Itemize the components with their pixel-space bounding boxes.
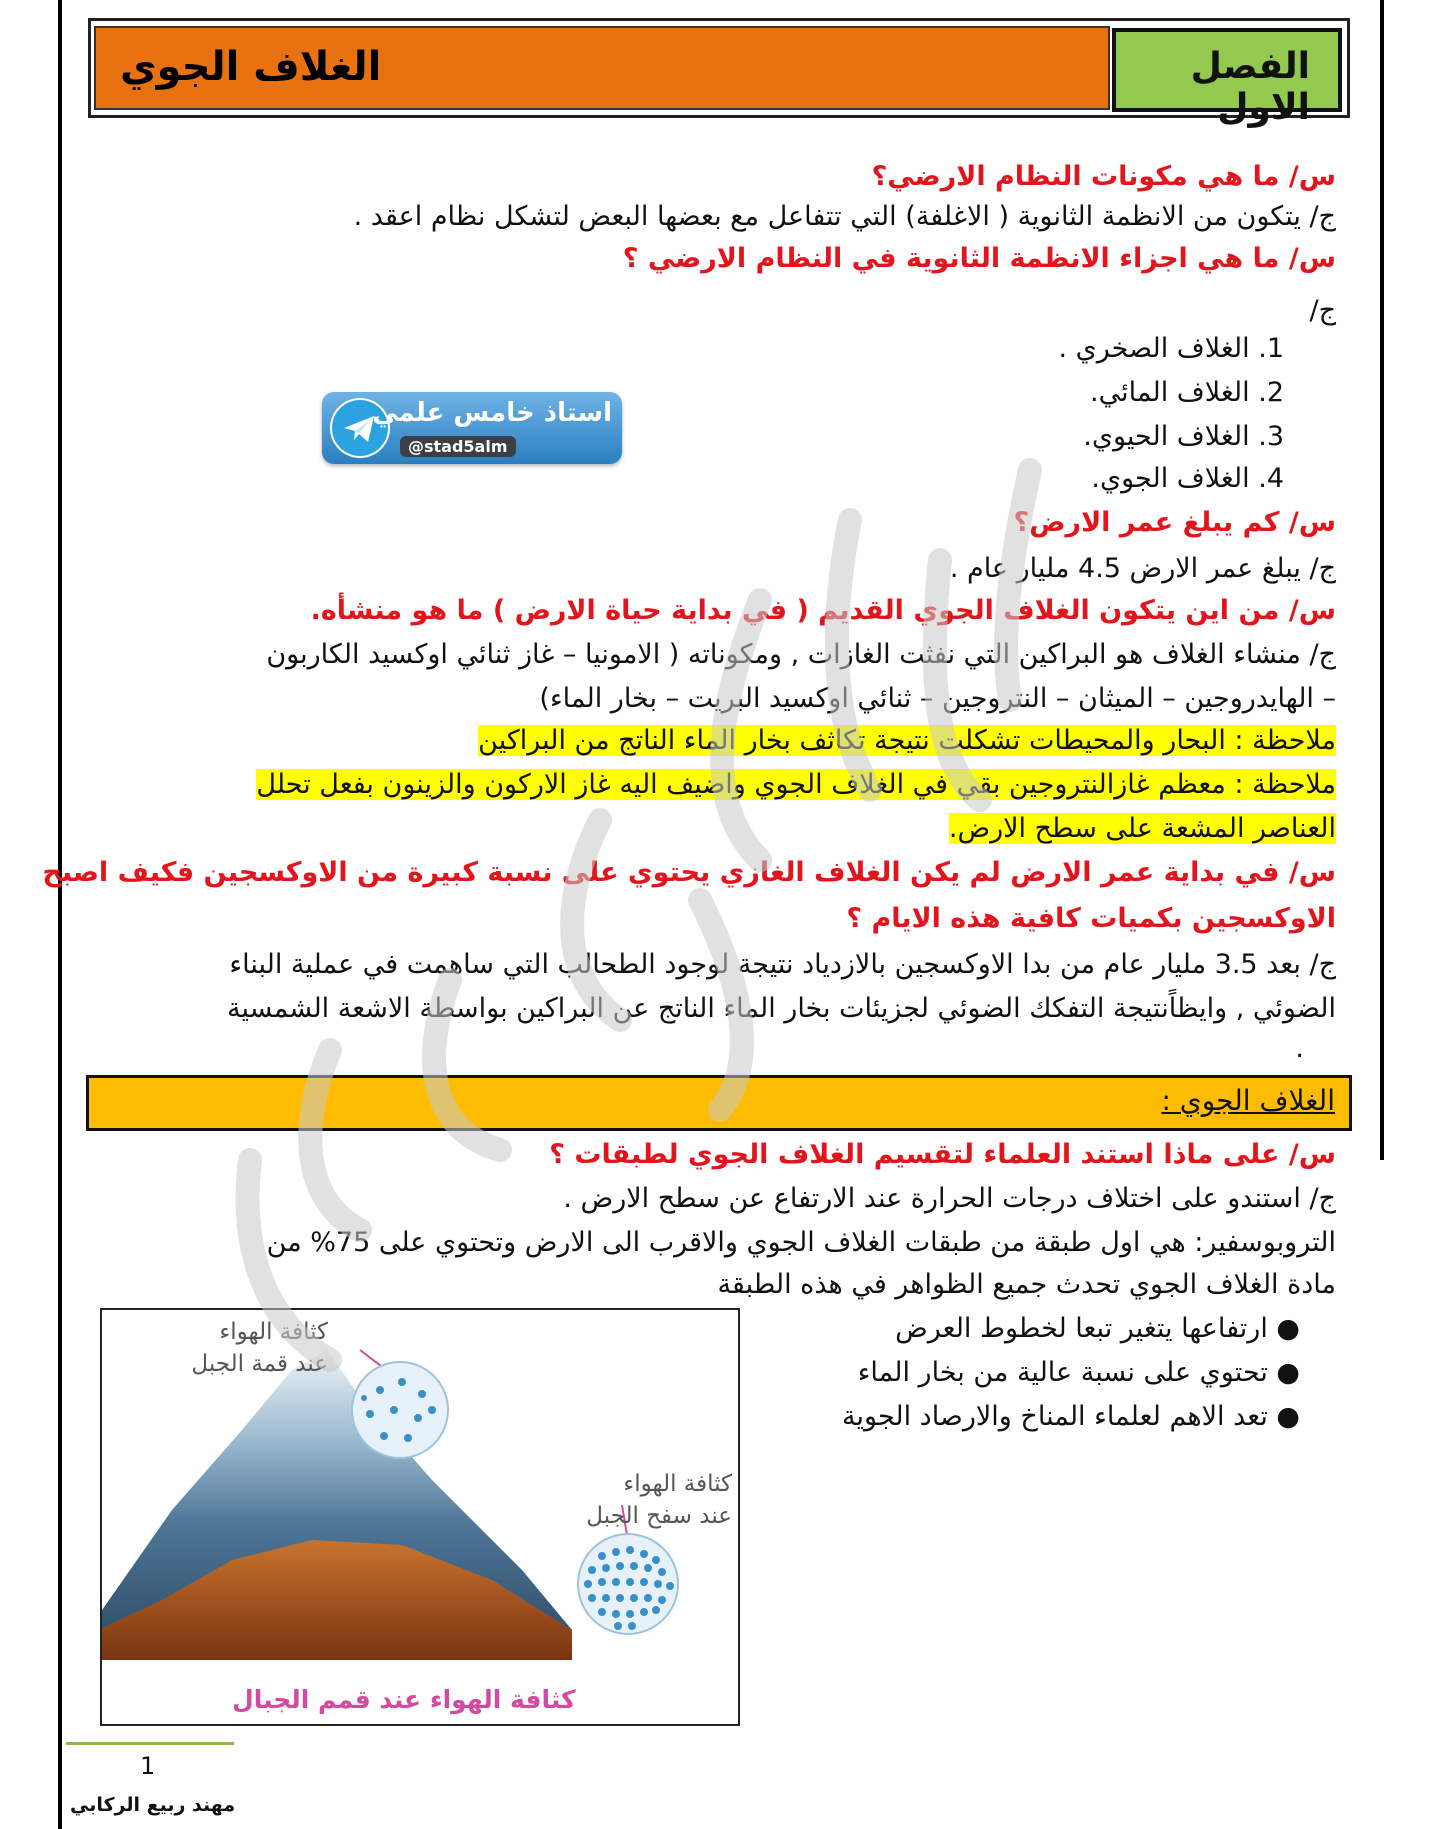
note-2-line-2 <box>949 810 1336 848</box>
section-heading: الغلاف الجوي : <box>1161 1084 1335 1117</box>
list-item: 2. الغلاف المائي. <box>1090 377 1284 408</box>
figure-label-top-line-1: كثافة الهواء <box>219 1319 328 1345</box>
question-2: س/ ما هي اجزاء الانظمة الثانوية في النظام الارضي ؟ <box>622 243 1336 274</box>
page-title: الغلاف الجوي <box>120 44 382 90</box>
note-1 <box>478 722 1336 760</box>
question-6: س/ على ماذا استند العلماء لتقسيم الغلاف الجوي لطبقات ؟ <box>549 1139 1336 1170</box>
page-number: 1 <box>140 1752 156 1780</box>
figure-caption: كثافة الهواء عند قمم الجبال <box>232 1685 576 1714</box>
question-5-line-1: س/ في بداية عمر الارض لم يكن الغلاف الغازي يحتوي على نسبة كبيرة من الاوكسجين فكيف اصبح <box>42 857 1336 888</box>
figure-label-bottom-line-1: كثافة الهواء <box>623 1471 732 1497</box>
badge-name: استاذ خامس علمي <box>372 398 612 428</box>
note-2-highlight: ملاحظة : معظم غازالنتروجين بقي في الغلاف الجوي واضيف اليه غاز الاركون والزينون بفعل تحلل <box>256 769 1336 800</box>
note-1-highlight: ملاحظة : البحار والمحيطات تشكلت نتيجة تكاثف بخار الماء الناتج من البراكين <box>478 725 1336 756</box>
badge-handle: @stad5alm <box>400 436 516 457</box>
figure-label-bottom-line-2: عند سفح الجبل <box>586 1503 732 1529</box>
answer-5-line-1: ج/ بعد 3.5 مليار عام من بدا الاوكسجين بالازدياد نتيجة لوجود الطحالب التي ساهمت في عملية البناء <box>229 949 1336 980</box>
question-3: س/ كم يبلغ عمر الارض؟ <box>1013 507 1336 538</box>
air-density-figure <box>100 1308 740 1726</box>
bullet-item: ● تحتوي على نسبة عالية من بخار الماء <box>857 1357 1300 1388</box>
question-4: س/ من اين يتكون الغلاف الجوي القديم ( في بداية حياة الارض ) ما هو منشأه. <box>310 595 1336 626</box>
answer-5-line-2: الضوئي , وايظاًنتيجة التفكك الضوئي لجزيئات بخار الماء الناتج عن البراكين بواسطة الاشعة الشمسية <box>227 993 1336 1024</box>
list-item: 3. الغلاف الحيوي. <box>1083 421 1284 452</box>
chapter-label: الفصل الاول <box>1190 46 1310 128</box>
bullet-item: ● ارتفاعها يتغير تبعا لخطوط العرض <box>895 1313 1300 1344</box>
answer-1: ج/ يتكون من الانظمة الثانوية ( الاغلفة) التي تتفاعل مع بعضها البعض لتشكل نظام اعقد . <box>353 201 1336 232</box>
answer-2-prefix: ج/ <box>1309 295 1336 326</box>
answer-3: ج/ يبلغ عمر الارض 4.5 مليار عام . <box>949 553 1336 584</box>
left-page-border <box>58 0 62 1829</box>
figure-label-bottom <box>542 1468 732 1532</box>
section-heading-bar <box>86 1075 1352 1131</box>
bullet-text: تعد الاهم لعلماء المناخ والارصاد الجوية <box>842 1401 1268 1432</box>
troposphere-line-1: التروبوسفير: هي اول طبقة من طبقات الغلاف الجوي والاقرب الى الارض وتحتوي على 75% من <box>266 1227 1336 1258</box>
answer-4-line-2: – الهايدروجين – الميثان – النتروجين – ثنائي اوكسيد البريت – بخار الماء) <box>539 683 1336 714</box>
answer-4-line-1: ج/ منشاء الغلاف هو البراكين التي نفثت الغازات , ومكوناته ( الامونيا – غاز ثنائي اوكسيد الكاربون <box>266 639 1336 670</box>
list-item: 1. الغلاف الصخري . <box>1058 333 1284 364</box>
question-1: س/ ما هي مكونات النظام الارضي؟ <box>871 161 1336 192</box>
answer-5-line-3: . <box>1295 1033 1304 1064</box>
note-2-line-1 <box>256 766 1336 804</box>
bullet-item: ● تعد الاهم لعلماء المناخ والارصاد الجوية <box>842 1401 1300 1432</box>
dense-air-circle <box>578 1534 678 1634</box>
bullet-text: ارتفاعها يتغير تبعا لخطوط العرض <box>895 1313 1268 1344</box>
telegram-badge <box>322 392 622 464</box>
figure-label-top <box>188 1316 328 1380</box>
troposphere-line-2: مادة الغلاف الجوي تحدث جميع الظواهر في هذه الطبقة <box>717 1269 1336 1300</box>
answer-6: ج/ استندو على اختلاف درجات الحرارة عند الارتفاع عن سطح الارض . <box>563 1183 1336 1214</box>
chapter-box <box>1112 28 1342 128</box>
right-page-border <box>1380 0 1384 1160</box>
list-item: 4. الغلاف الجوي. <box>1091 463 1284 494</box>
author-name: مهند ربيع الركابي <box>70 1794 236 1816</box>
note-2-highlight-2: العناصر المشعة على سطح الارض. <box>948 813 1336 844</box>
sparse-air-circle <box>352 1362 448 1458</box>
bullet-text: تحتوي على نسبة عالية من بخار الماء <box>857 1357 1268 1388</box>
figure-label-top-line-2: عند قمة الجبل <box>191 1351 328 1377</box>
question-5-line-2: الاوكسجين بكميات كافية هذه الايام ؟ <box>846 903 1336 934</box>
footer-rule <box>66 1742 234 1745</box>
